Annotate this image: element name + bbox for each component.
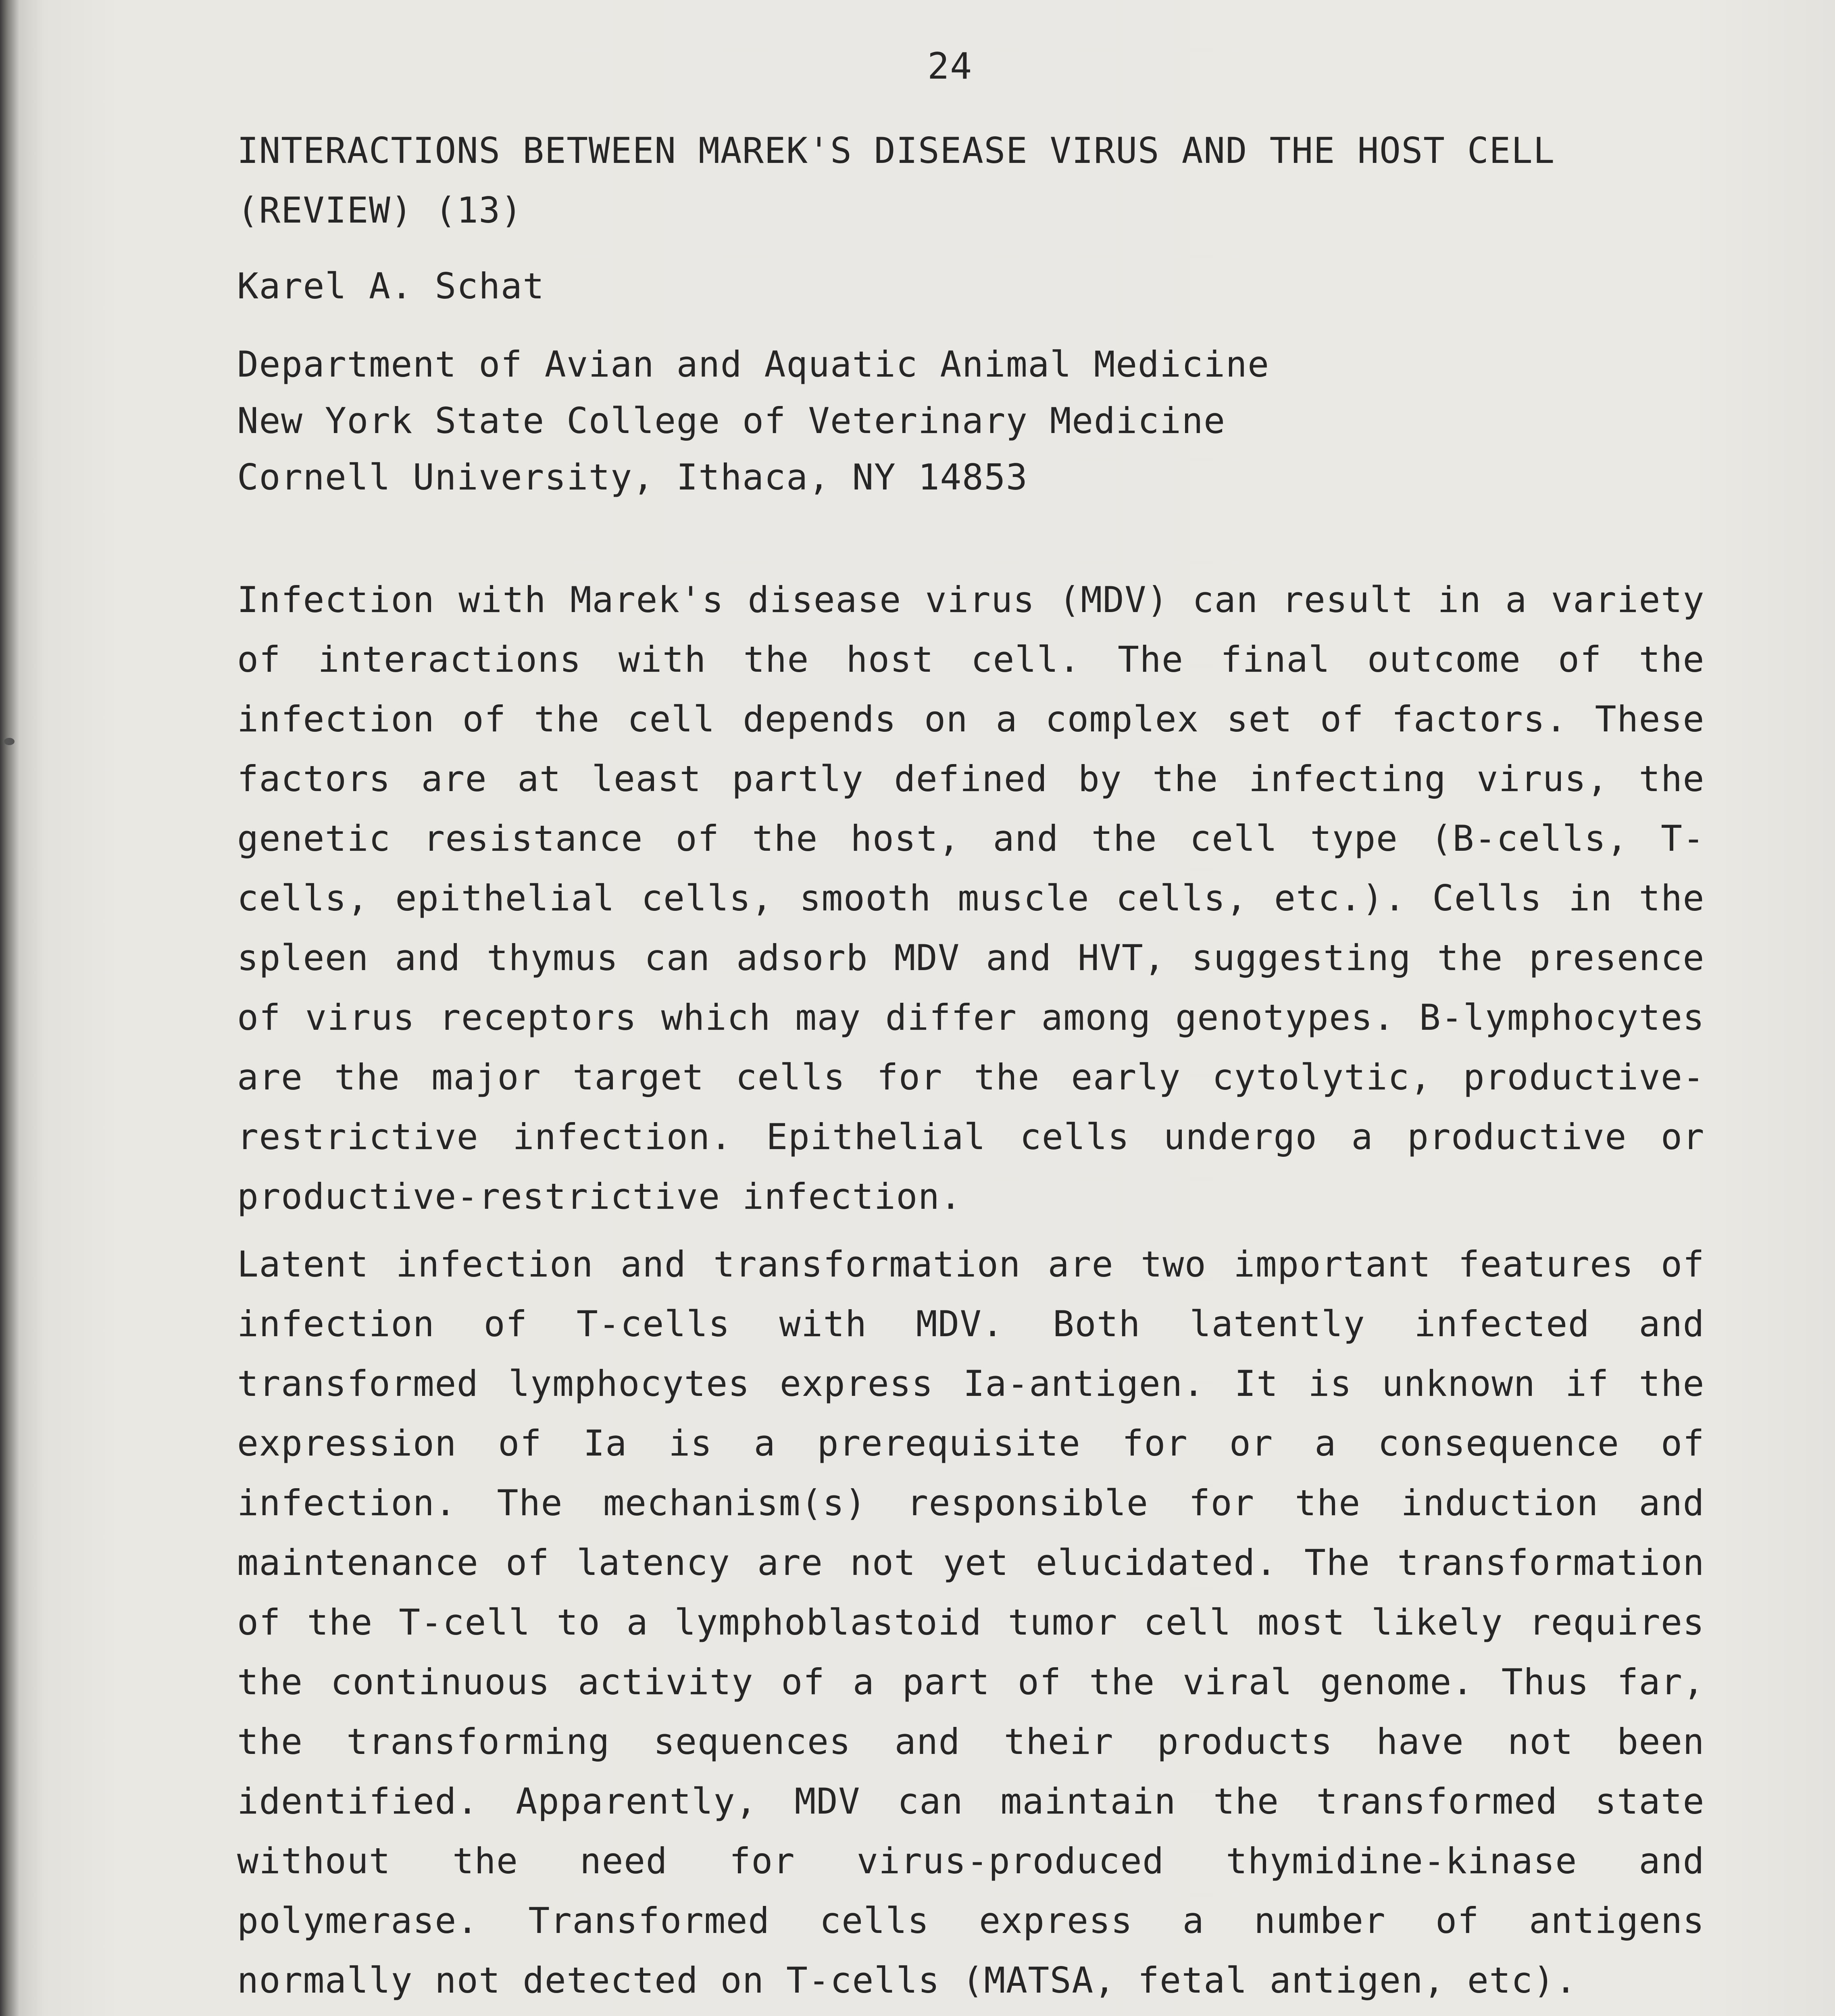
title-line-1: INTERACTIONS BETWEEN MAREK'S DISEASE VIRUS AND THE HOST CELL <box>237 130 1555 171</box>
scan-artifact-mark <box>4 738 15 745</box>
affiliation-department: Department of Avian and Aquatic Animal Medicine <box>237 344 1270 385</box>
affiliation-college: New York State College of Veterinary Medicine <box>237 400 1226 442</box>
title-line-2: (REVIEW) (13) <box>237 190 523 231</box>
paragraph-infection-overview: Infection with Marek's disease virus (MDV) can result in a variety of interactions with the host cell. The final outcome of the infection of the cell depends on a complex set of factors. These factors are at least partly defined by the infecting virus, the genetic resistance of the host, and the cell type (B-cells, T-cells, epithelial cells, smooth muscle cells, etc.). Cells in the spleen and thymus can adsorb MDV and HVT, suggesting the presence of virus receptors which may differ among genotypes. B-lymphocytes are the major target cells for the early cytolytic, productive-restrictive infection. Epithelial cells undergo a productive or productive-restrictive infection. <box>237 579 1705 1217</box>
author-affiliation <box>237 336 1705 506</box>
page-number: 24 <box>927 45 973 87</box>
article-title <box>237 121 1705 240</box>
document-body <box>237 121 1705 2016</box>
author-name: Karel A. Schat <box>237 265 545 307</box>
paragraph-latency-transformation: Latent infection and transformation are two important features of infection of T-cells with MDV. Both latently infected and transformed lymphocytes express Ia-antigen. It is unknown if the expression of Ia is a prerequisite for or a consequence of infection. The mechanism(s) responsible for the induction and maintenance of latency are not yet elucidated. The transformation of the T-cell to a lymphoblastoid tumor cell most likely requires the continuous activity of a part of the viral genome. Thus far, the transforming sequences and their products have not been identified. Apparently, MDV can maintain the transformed state without the need for virus-produced thymidine-kinase and polymerase. Transformed cells express a number of antigens normally not detected on T-cells (MATSA, fetal antigen, etc). <box>237 1243 1705 2001</box>
affiliation-university: Cornell University, Ithaca, NY 14853 <box>237 456 1028 498</box>
